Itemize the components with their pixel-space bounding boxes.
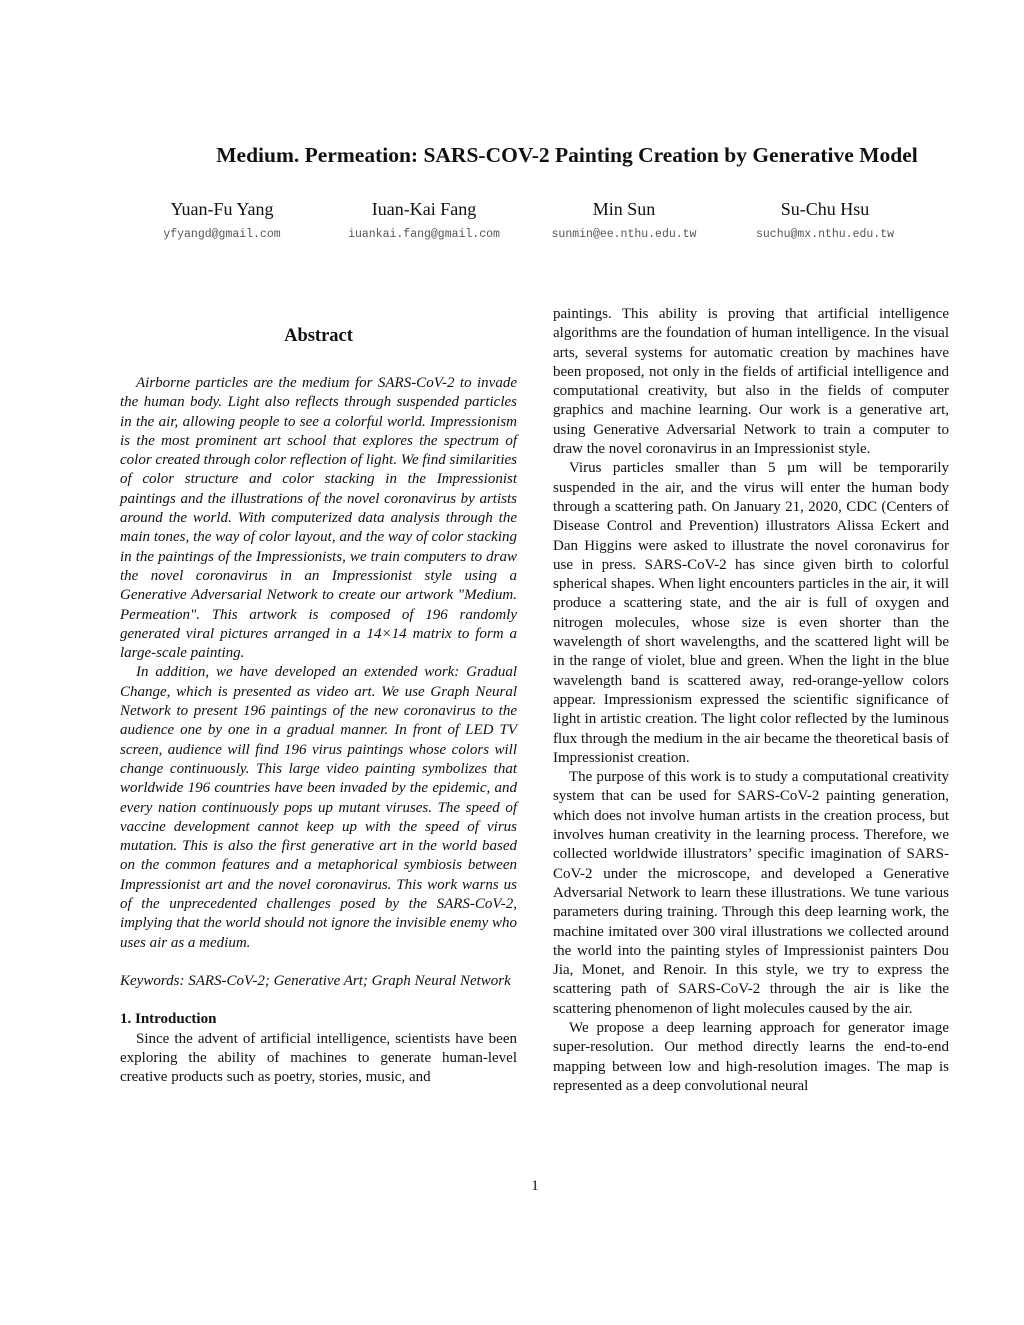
paper-title: Medium. Permeation: SARS-COV-2 Painting Creation by Generative Model: [216, 143, 918, 167]
body-paragraph: Since the advent of artificial intelligence, scientists have been exploring the ability of machines to generate human-level creative products such as poetry, stories, music, and: [120, 1030, 517, 1086]
abstract-paragraph: In addition, we have developed an extended work: Gradual Change, which is presented as video art. We use Graph Neural Network to present 196 paintings of the new coronavirus to the audience one by one in a gradual manner. In front of LED TV screen, audience will find 196 virus paintings whose colors will change continuously. This large video painting symbolizes that worldwide 196 countries have been invaded by the epidemic, and every nation continuously pops up mutant viruses. The speed of vaccine development cannot keep up with the speed of virus mutation. This is also the first generative art in the world based on the common features and a metaphorical symbiosis between Impressionist art and the novel coronavirus. This work warns us of the unprecedented challenges posed by the SARS-CoV-2, implying that the world should not ignore the invisible enemy who uses air as a medium.: [120, 664, 517, 951]
body-paragraph: The purpose of this work is to study a computational creativity system that can be used for SARS-CoV-2 painting generation, which does not involve human artists in the creation process, but involves human creativity in the learning process. Therefore, we collected worldwide illustrators’ specific imagination of SARS-CoV-2 under the microscope, and developed a Generative Adversarial Network to learn these illustrations. We tune various parameters during training. Through this deep learning work, the machine imitated over 300 viral illustrations we collected around the world into the painting styles of Impressionist painters Dou Jia, Monet, and Renoir. In this style, we try to express the scattering path of SARS-CoV-2 through the air is like the scattering phenomenon of light molecules caused by the air.: [553, 769, 949, 1017]
abstract-paragraph: Airborne particles are the medium for SARS-CoV-2 to invade the human body. Light also reflects through suspended particles in the air, allowing people to see a colorful world. Impressionism is the most prominent art school that explores the spectrum of color created through color reflection of light. We find similarities of color structure and color stacking in the Impressionist paintings and the illustrations of the novel coronavirus by artists around the world. With computerized data analysis through the main tones, the way of color layout, and the way of color stacking in the paintings of the Impressionists, we train computers to draw the novel coronavirus in an Impressionist style using a Generative Adversarial Network to create our artwork "Medium. Permeation". This artwork is composed of 196 randomly generated viral pictures arranged in a 14×14 matrix to form a large-scale painting.: [120, 375, 517, 662]
author-email: sunmin@ee.nthu.edu.tw: [551, 228, 697, 241]
body-paragraph: paintings. This ability is proving that artificial intelligence algorithms are the foundation of human intelligence. In the visual arts, several systems for automatic creation by machines have been proposed, not only in the fields of artificial intelligence and computational creativity, but also in the fields of computer graphics and machine learning. Our work is a generative art, using Generative Adversarial Network to train a computer to draw the novel coronavirus in an Impressionist style.: [553, 306, 949, 458]
author-4: [695, 197, 955, 243]
author-name: Min Sun: [592, 199, 656, 219]
author-name: Iuan-Kai Fang: [371, 199, 477, 219]
section-heading: 1. Introduction: [120, 1011, 217, 1028]
right-column: [553, 305, 949, 1096]
author-name: Yuan-Fu Yang: [170, 199, 274, 219]
abstract-heading: Abstract: [284, 326, 353, 346]
body-paragraph: We propose a deep learning approach for generator image super-resolution. Our method directly learns the end-to-end mapping between low and high-resolution images. The map is represented as a deep convolutional neural: [553, 1019, 949, 1094]
author-email: iuankai.fang@gmail.com: [348, 228, 500, 241]
author-name: Su-Chu Hsu: [780, 199, 870, 219]
body-paragraph: Virus particles smaller than 5 µm will be temporarily suspended in the air, and the virus will enter the human body through a scattering path. On January 21, 2020, CDC (Centers of Disease Control and Prevention) illustrators Alissa Eckert and Dan Higgins were asked to illustrate the novel coronavirus for use in press. SARS-CoV-2 has since given birth to colorful spherical shapes. When light encounters particles in the air, it will produce a scattering state, and the air is full of oxygen and nitrogen molecules, whose size is even shorter than the wavelength of short wavelengths, and the scattered light will be in the range of violet, blue and green. When the light in the blue wavelength band is scattered away, red-orange-yellow colors appear. Impressionism expressed the scientific significance of light in artistic creation. The light color reflected by the luminous flux through the medium in the air became the theoretical basis of Impressionist creation.: [553, 460, 949, 766]
page-number: 1: [531, 1178, 539, 1194]
author-email: suchu@mx.nthu.edu.tw: [755, 228, 895, 241]
keywords: Keywords: SARS-CoV-2; Generative Art; Graph Neural Network: [120, 972, 511, 989]
left-column: [120, 324, 517, 1087]
author-email: yfyangd@gmail.com: [163, 228, 281, 241]
